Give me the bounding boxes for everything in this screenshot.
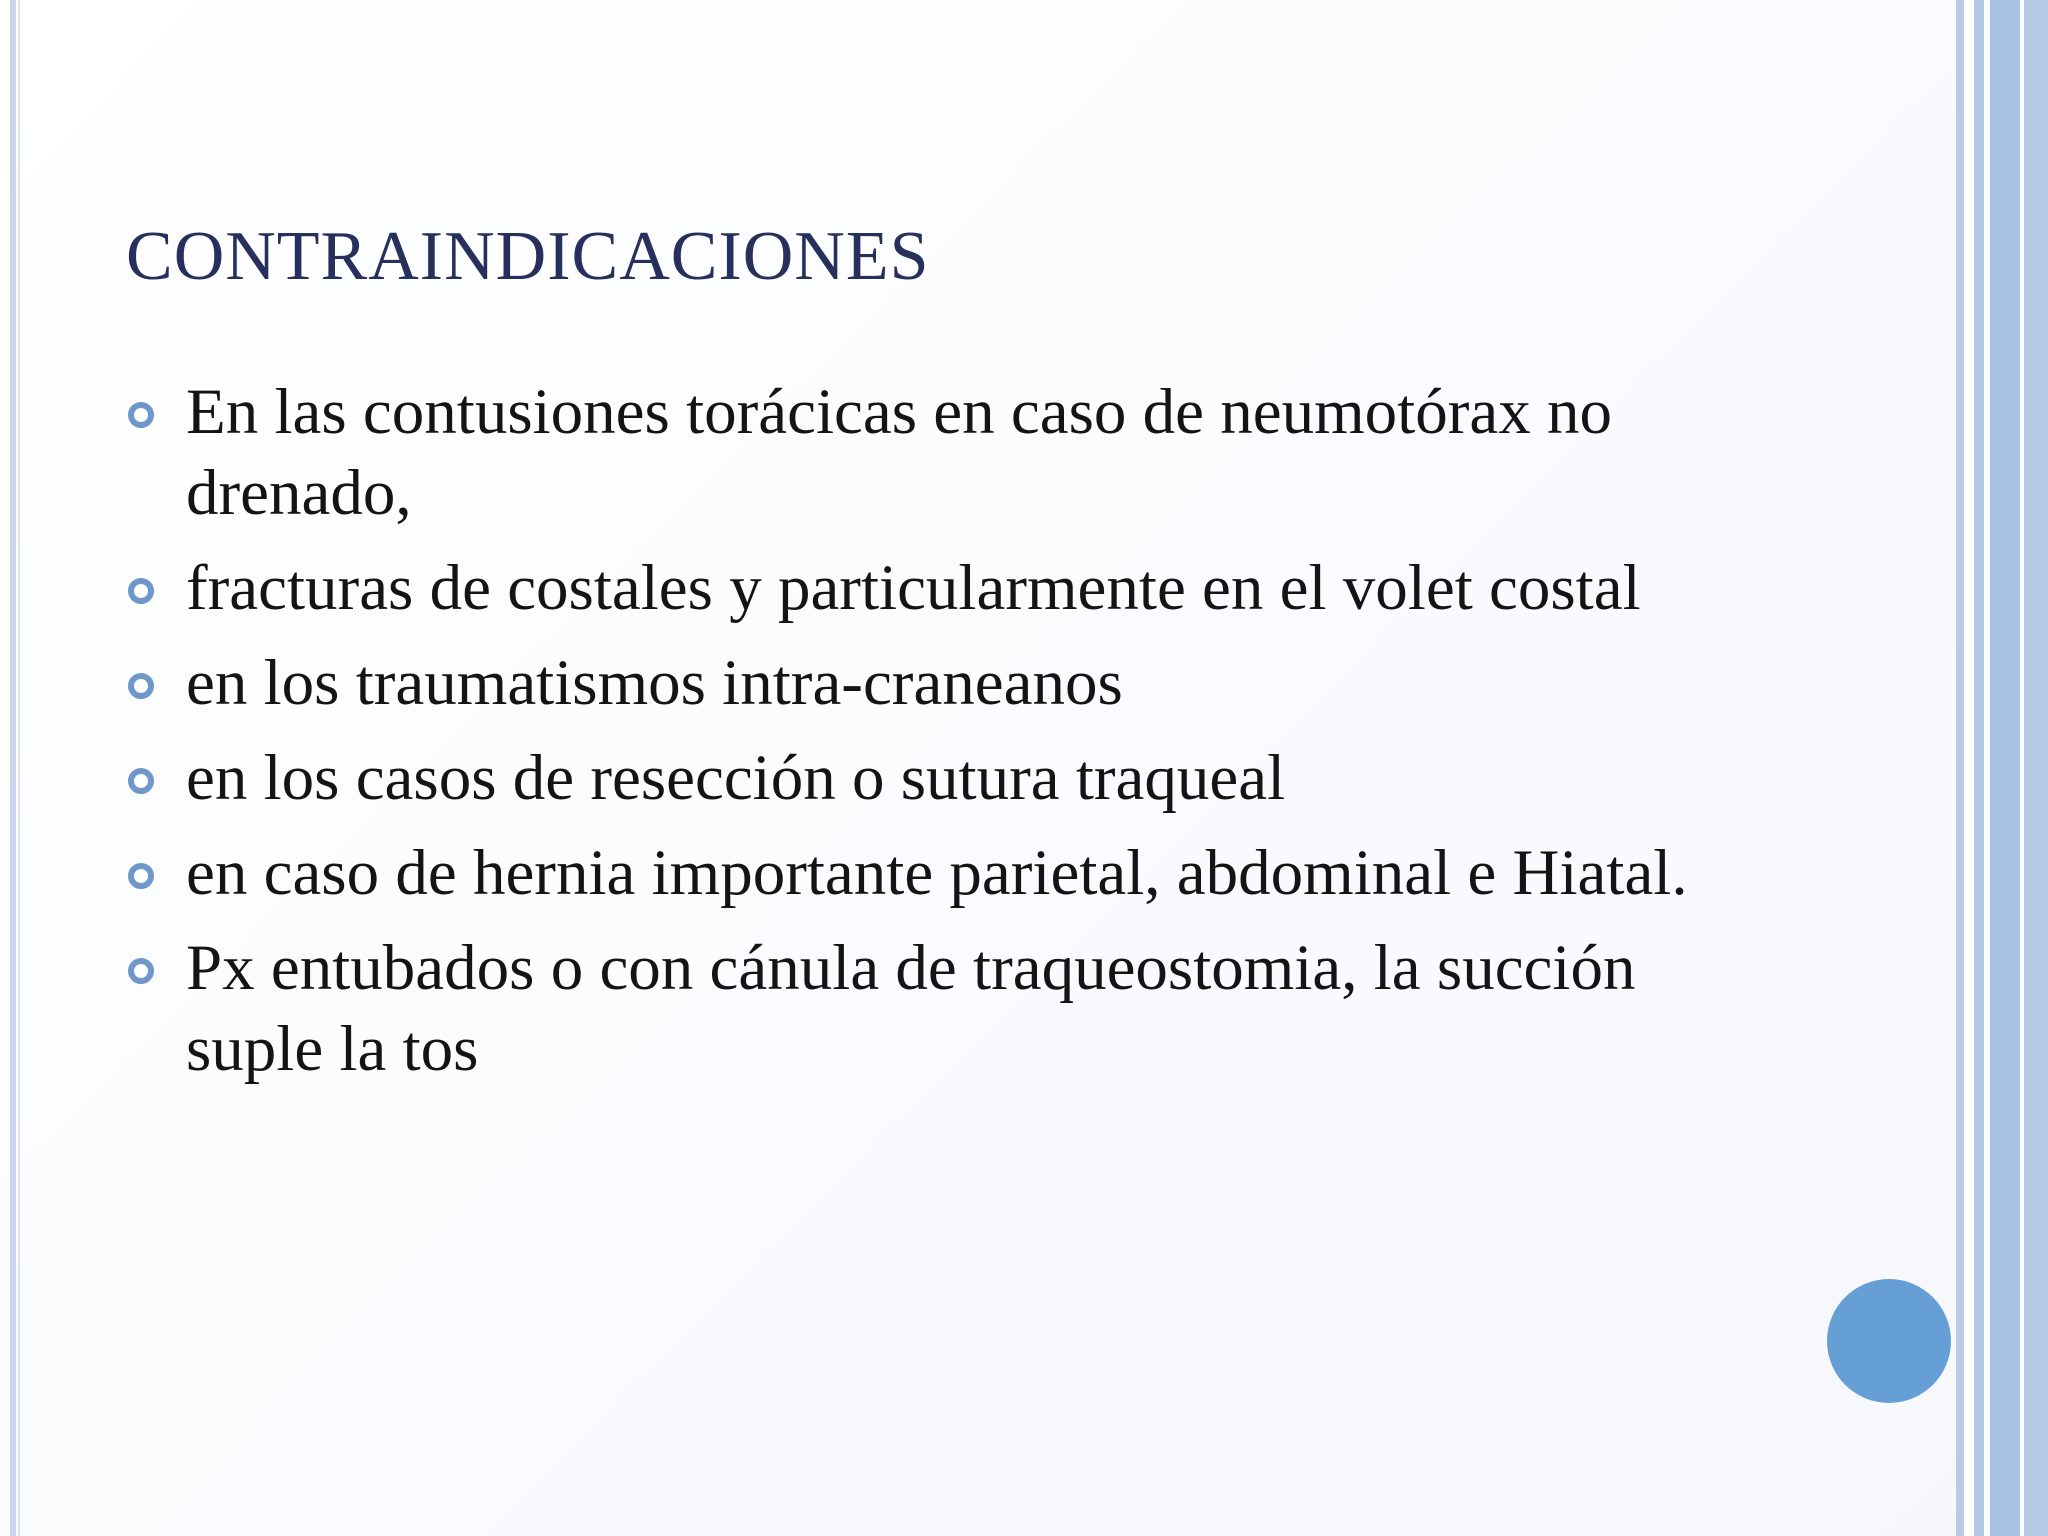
right-border-decoration [1956, 0, 2048, 1536]
bullet-circle-icon [128, 958, 154, 984]
decorative-circle-icon [1827, 1279, 1951, 1403]
bullet-text: en caso de hernia importante parietal, abdominal e Hiatal. [186, 837, 1688, 909]
bullet-circle-icon [128, 578, 154, 604]
slide-title: CONTRAINDICACIONES [126, 218, 930, 295]
left-border-decoration [0, 0, 24, 1536]
bullet-text: en los traumatismos intra-craneanos [186, 647, 1123, 719]
bullet-item [126, 372, 1786, 534]
bullet-text: en los casos de resección o sutura traqueal [186, 742, 1286, 814]
bullet-text: Px entubados o con cánula de traqueostomia, la succión suple la tos [186, 932, 1636, 1085]
bullet-text: fracturas de costales y particularmente en el volet costal [186, 552, 1641, 624]
bullet-text: En las contusiones torácicas en caso de neumotórax no drenado, [186, 376, 1612, 529]
bullet-item [126, 833, 1786, 914]
bullet-item [126, 738, 1786, 819]
bullet-item [126, 643, 1786, 724]
bullet-item [126, 548, 1786, 629]
bullet-circle-icon [128, 863, 154, 889]
bullet-circle-icon [128, 673, 154, 699]
bullet-list [126, 372, 1786, 1104]
bullet-circle-icon [128, 402, 154, 428]
bullet-circle-icon [128, 768, 154, 794]
bullet-item [126, 928, 1786, 1090]
